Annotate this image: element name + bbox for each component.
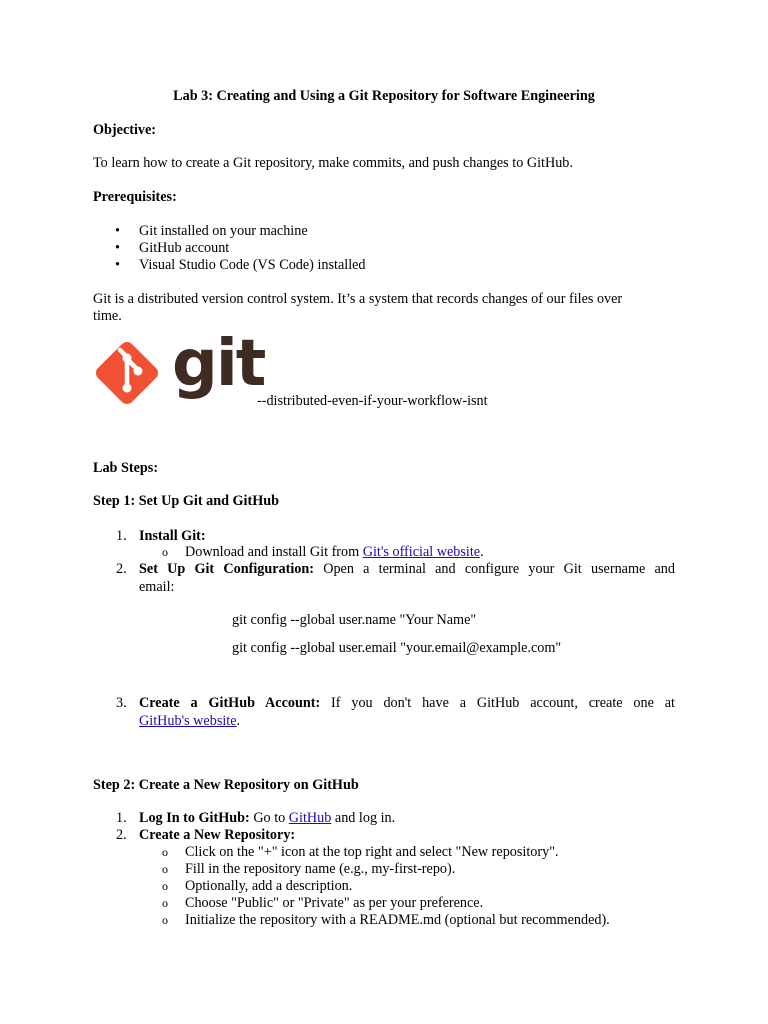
sub-bullet-marker: o	[162, 879, 168, 893]
github-website-link[interactable]: GitHub's website	[139, 713, 237, 729]
list-item-text-continued: email:	[139, 579, 175, 595]
list-item-suffix: .	[236, 713, 241, 729]
objective-text: To learn how to create a Git repository, make commits, and push changes to GitHub.	[93, 155, 573, 171]
sub-item-text: Initialize the repository with a README.md (optional but recommended).	[185, 912, 610, 928]
sub-item-text: Fill in the repository name (e.g., my-first-repo).	[185, 861, 456, 877]
list-item-label: Log In to GitHub:	[139, 810, 250, 826]
sub-bullet-marker: o	[162, 845, 168, 859]
logo-caption: --distributed-even-if-your-workflow-isnt	[257, 393, 488, 409]
list-item-label: Create a New Repository:	[139, 827, 296, 843]
sub-bullet-marker: o	[162, 913, 168, 927]
list-number: 1.	[116, 810, 127, 826]
code-line: git config --global user.name "Your Name"	[232, 612, 477, 628]
lab-steps-heading: Lab Steps:	[93, 460, 159, 476]
sub-bullet-marker: o	[162, 862, 168, 876]
bullet-marker: •	[115, 240, 120, 256]
git-website-link[interactable]: Git's official website	[362, 544, 481, 560]
list-item-label: Install Git:	[139, 528, 206, 544]
git-logo	[92, 327, 265, 408]
bullet-marker: •	[115, 223, 120, 239]
list-item-text: Open a terminal and configure your Git username and	[314, 561, 675, 577]
bullet-marker: •	[115, 257, 120, 273]
sub-item-text: Click on the "+" icon at the top right and select "New repository".	[185, 844, 559, 860]
sub-bullet-marker: o	[162, 545, 168, 559]
git-wordmark: git	[172, 327, 265, 401]
git-diamond-icon	[92, 338, 162, 408]
prerequisite-label: Git installed on your machine	[139, 223, 308, 239]
list-item-label: Set Up Git Configuration:	[139, 561, 315, 577]
prerequisites-heading: Prerequisites:	[93, 189, 177, 205]
sub-item-suffix: .	[480, 544, 484, 560]
code-line: git config --global user.email "your.email@example.com"	[232, 640, 562, 656]
prerequisite-label: Visual Studio Code (VS Code) installed	[139, 257, 366, 273]
github-link[interactable]: GitHub	[288, 810, 332, 826]
step2-heading: Step 2: Create a New Repository on GitHub	[93, 777, 359, 793]
list-number: 1.	[116, 528, 127, 544]
objective-heading: Objective:	[93, 122, 157, 138]
list-item-text: Go to	[249, 810, 289, 826]
prerequisite-label: GitHub account	[139, 240, 230, 256]
intro-line-1: Git is a distributed version control system. It’s a system that records changes of our files over	[93, 291, 623, 307]
sub-bullet-marker: o	[162, 896, 168, 910]
intro-line-2: time.	[93, 308, 122, 324]
list-item-label: Create a GitHub Account:	[139, 695, 321, 711]
sub-item-text: Download and install Git from	[185, 544, 363, 560]
list-item-text: If you don't have a GitHub account, create one at	[320, 695, 675, 711]
page-title: Lab 3: Creating and Using a Git Repository for Software Engineering	[173, 88, 595, 104]
step1-heading: Step 1: Set Up Git and GitHub	[93, 493, 280, 509]
sub-item-text: Optionally, add a description.	[185, 878, 353, 894]
list-number: 3.	[116, 695, 127, 711]
sub-item-text: Choose "Public" or "Private" as per your preference.	[185, 895, 484, 911]
list-item-suffix: and log in.	[331, 810, 396, 826]
list-number: 2.	[116, 561, 127, 577]
list-number: 2.	[116, 827, 127, 843]
